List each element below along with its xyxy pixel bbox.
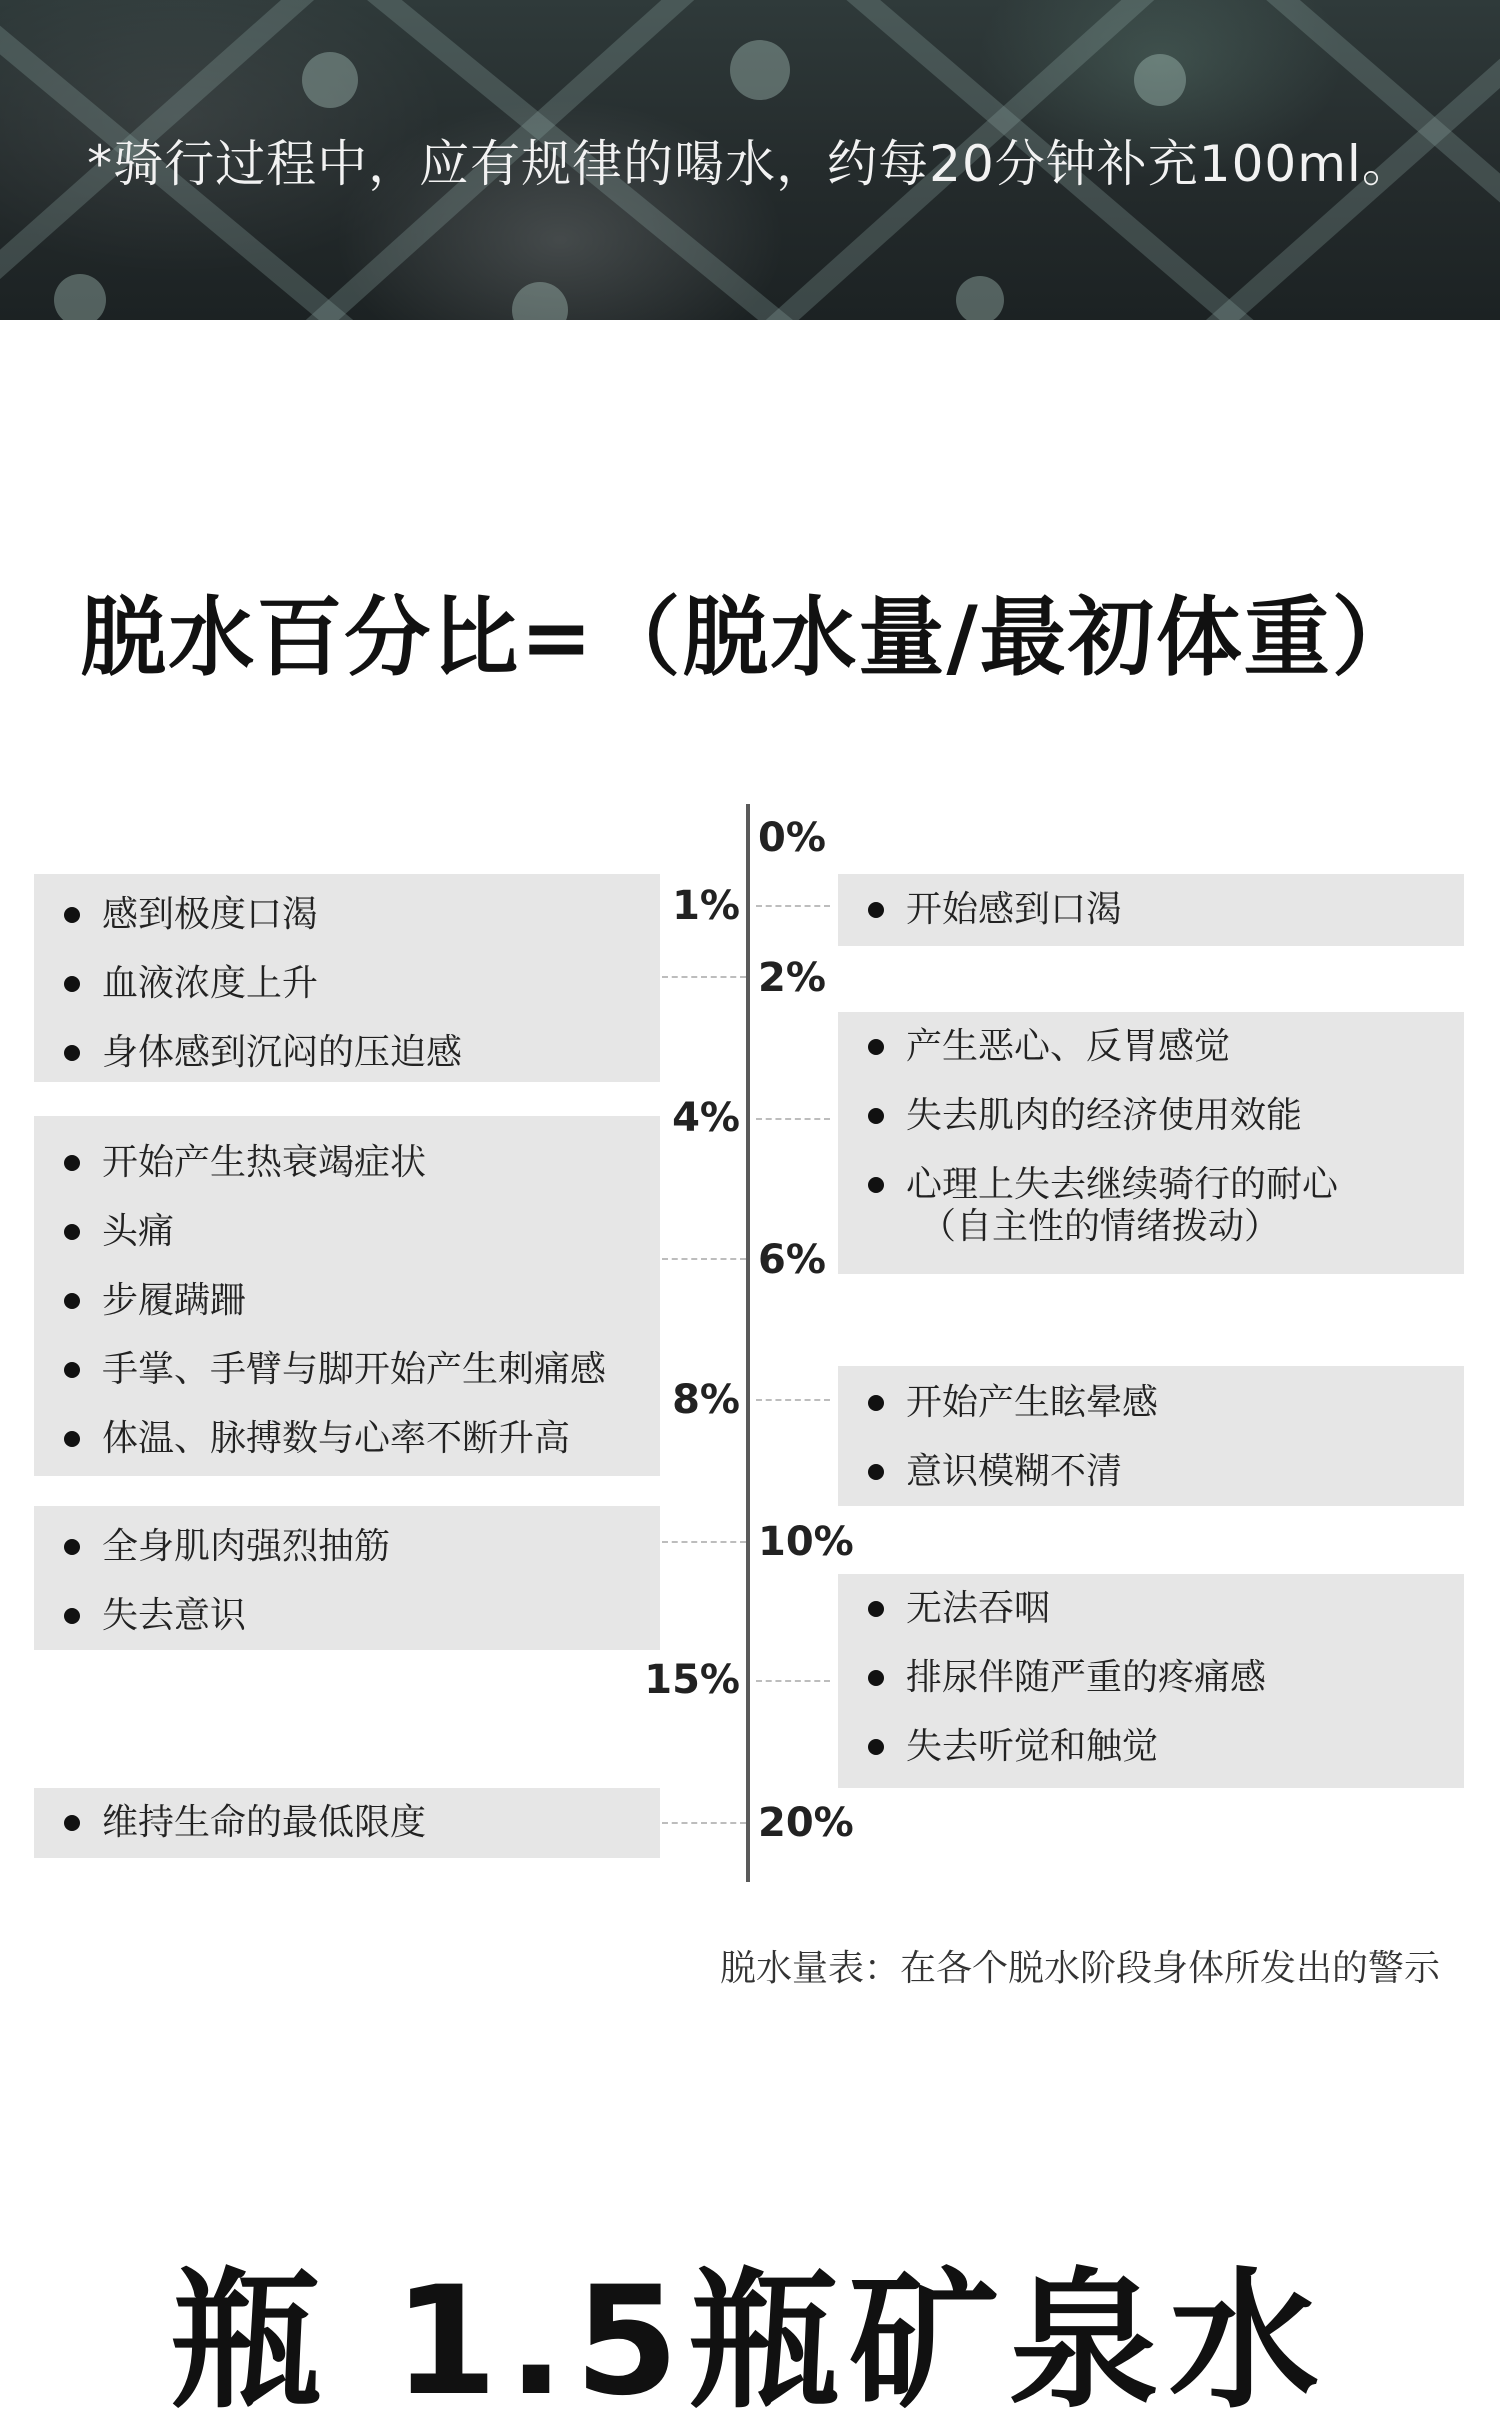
tick-dash-1 bbox=[756, 905, 830, 907]
symptom-box-left-3 bbox=[34, 1506, 660, 1650]
bullet-icon bbox=[64, 1431, 80, 1447]
list-item: 步履蹒跚 bbox=[64, 1280, 640, 1322]
tick-label: 15% bbox=[644, 1657, 740, 1703]
symptom-box-left-4 bbox=[34, 1788, 660, 1858]
symptom-box-left-1 bbox=[34, 874, 660, 1082]
list-item: 感到极度口渴 bbox=[64, 894, 640, 936]
bullet-icon bbox=[64, 1815, 80, 1831]
tick-label: 1% bbox=[672, 883, 740, 929]
tick-dash-10 bbox=[662, 1541, 746, 1543]
bullet-icon bbox=[64, 1362, 80, 1378]
list-item: 无法吞咽 bbox=[868, 1588, 1444, 1630]
list-item: 失去意识 bbox=[64, 1595, 640, 1637]
list-item: 排尿伴随严重的疼痛感 bbox=[868, 1657, 1444, 1699]
tick-dash-20 bbox=[662, 1822, 746, 1824]
tick-label: 0% bbox=[758, 815, 826, 861]
bullet-icon bbox=[64, 1293, 80, 1309]
top-banner bbox=[0, 0, 1500, 320]
bullet-icon bbox=[64, 1608, 80, 1624]
bullet-icon bbox=[868, 1177, 884, 1193]
bullet-icon bbox=[868, 1739, 884, 1755]
symptom-box-right-3 bbox=[838, 1366, 1464, 1506]
list-item: 产生恶心、反胃感觉 bbox=[868, 1026, 1444, 1068]
bullet-icon bbox=[868, 902, 884, 918]
tick-dash-2 bbox=[662, 976, 746, 978]
list-item: 手掌、手臂与脚开始产生刺痛感 bbox=[64, 1349, 640, 1391]
symptom-box-right-2 bbox=[838, 1012, 1464, 1274]
symptom-box-right-4 bbox=[838, 1574, 1464, 1788]
list-item: 全身肌肉强烈抽筋 bbox=[64, 1526, 640, 1568]
list-item: 血液浓度上升 bbox=[64, 963, 640, 1005]
bullet-icon bbox=[868, 1670, 884, 1686]
bullet-icon bbox=[64, 1539, 80, 1555]
bullet-icon bbox=[868, 1601, 884, 1617]
list-item: 头痛 bbox=[64, 1211, 640, 1253]
symptom-box-left-2 bbox=[34, 1116, 660, 1476]
list-item: 体温、脉搏数与心率不断升高 bbox=[64, 1418, 640, 1460]
list-item: 维持生命的最低限度 bbox=[64, 1802, 640, 1844]
tick-label: 20% bbox=[758, 1800, 854, 1846]
list-item: 意识模糊不清 bbox=[868, 1451, 1444, 1493]
bullet-icon bbox=[64, 907, 80, 923]
tick-label: 8% bbox=[672, 1377, 740, 1423]
chart-caption: 脱水量表：在各个脱水阶段身体所发出的警示 bbox=[719, 1948, 1440, 1989]
bullet-icon bbox=[64, 976, 80, 992]
tick-dash-15 bbox=[756, 1680, 830, 1682]
bullet-icon bbox=[868, 1464, 884, 1480]
list-item: 身体感到沉闷的压迫感 bbox=[64, 1032, 640, 1074]
tick-dash-6 bbox=[662, 1258, 746, 1260]
list-item: 失去听觉和触觉 bbox=[868, 1726, 1444, 1768]
symptom-box-right-1 bbox=[838, 874, 1464, 946]
tick-label: 4% bbox=[672, 1095, 740, 1141]
list-item: 失去肌肉的经济使用效能 bbox=[868, 1095, 1444, 1137]
tick-label: 6% bbox=[758, 1237, 826, 1283]
bullet-icon bbox=[868, 1108, 884, 1124]
axis-line bbox=[746, 804, 750, 1882]
bullet-icon bbox=[868, 1395, 884, 1411]
tick-dash-4 bbox=[756, 1118, 830, 1120]
list-item: 心理上失去继续骑行的耐心 （自主性的情绪拨动） bbox=[868, 1164, 1444, 1248]
bullet-icon bbox=[64, 1155, 80, 1171]
dehydration-formula: 脱水百分比=（脱水量/最初体重） bbox=[80, 588, 1420, 688]
list-item: 开始感到口渴 bbox=[868, 889, 1444, 931]
tick-label: 2% bbox=[758, 955, 826, 1001]
sub-text: （自主性的情绪拨动） bbox=[920, 1206, 1281, 1247]
hydration-note: *骑行过程中，应有规律的喝水，约每20分钟补充100ml。 bbox=[87, 135, 1413, 193]
bullet-icon bbox=[868, 1039, 884, 1055]
bullet-icon bbox=[64, 1224, 80, 1240]
next-section-title: 瓶 1.5瓶矿泉水 bbox=[171, 2255, 1329, 2429]
list-item: 开始产生眩晕感 bbox=[868, 1382, 1444, 1424]
tick-dash-8 bbox=[756, 1399, 830, 1401]
tick-label: 10% bbox=[758, 1519, 854, 1565]
bullet-icon bbox=[64, 1045, 80, 1061]
list-item: 开始产生热衰竭症状 bbox=[64, 1142, 640, 1184]
